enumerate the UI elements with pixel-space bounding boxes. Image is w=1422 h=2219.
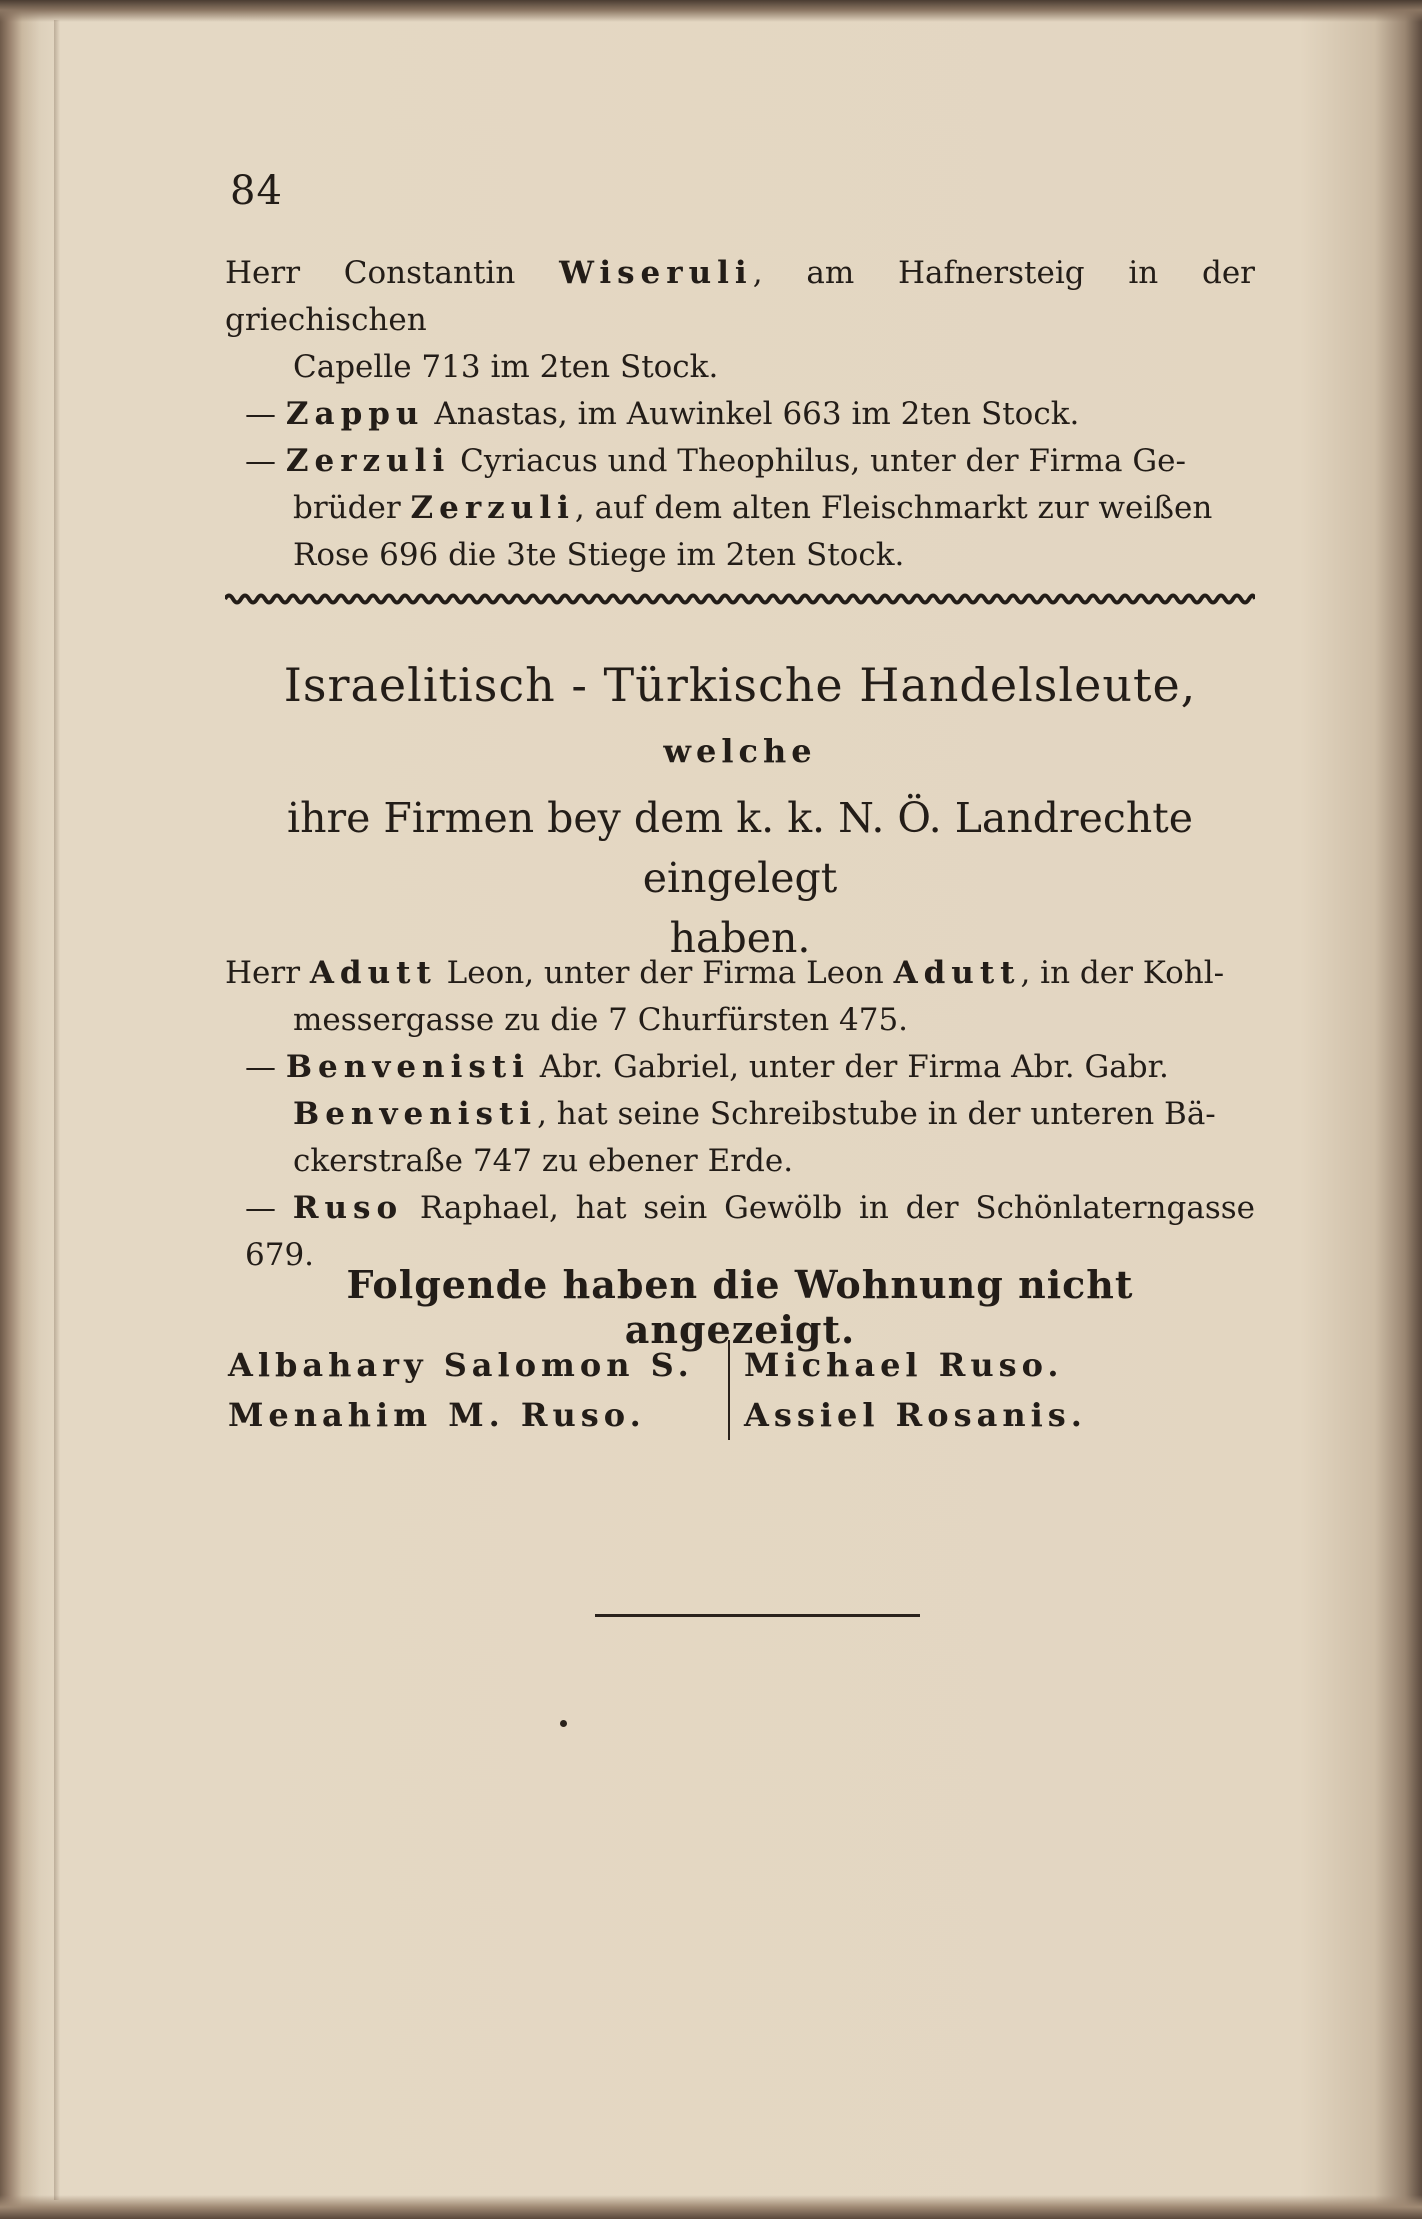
surname: Zerzuli — [410, 490, 575, 526]
address-text: Cyriacus und Theophilus, unter der Firma Ge- — [450, 443, 1186, 479]
entry-line: Capelle 713 im 2ten Stock. — [293, 349, 719, 385]
end-rule — [595, 1614, 920, 1617]
entry-benvenisti — [225, 1044, 1255, 1185]
heading-title: Israelitisch - Türkische Handelsleute, — [283, 658, 1197, 712]
honorific: Herr — [225, 255, 344, 291]
name-entry: Albahary Salomon S. — [228, 1346, 694, 1384]
entry-adutt — [225, 950, 1255, 1044]
names-column-right — [728, 1340, 1264, 1440]
binding-shadow — [54, 20, 60, 2200]
entry-zerzuli — [225, 438, 1255, 579]
entry-wiseruli — [225, 250, 1255, 391]
name-entry: Menahim M. Ruso. — [228, 1396, 646, 1434]
address-text: Anastas, im Auwinkel 663 im 2ten Stock. — [424, 396, 1080, 432]
heading-connector: welche — [663, 732, 817, 770]
entry-line — [225, 950, 1255, 997]
address-text: Abr. Gabriel, unter der Firma Abr. Gabr. — [529, 1049, 1169, 1085]
entry-line — [225, 485, 1255, 532]
address-text: brüder — [293, 490, 411, 526]
entry-line: ckerstraße 747 zu ebener Erde. — [293, 1143, 794, 1179]
address-text: Leon, unter der Firma Leon — [436, 955, 894, 991]
page-bottom-edge — [0, 2195, 1422, 2219]
ditto-dash: — — [245, 443, 286, 479]
entry-line — [225, 1044, 1255, 1091]
surname: Adutt — [893, 955, 1021, 991]
entry-line — [225, 391, 1255, 438]
surname: Adutt — [309, 955, 437, 991]
unlisted-address-heading: Folgende haben die Wohnung nicht angezeigt. — [346, 1262, 1134, 1352]
entry-line — [225, 438, 1255, 485]
surname: Ruso — [292, 1190, 404, 1226]
entry-line — [225, 250, 1255, 344]
names-column-left — [228, 1340, 718, 1440]
merchant-list-israelite — [225, 950, 1255, 1279]
given-name: Constantin — [343, 255, 560, 291]
ditto-dash: — — [245, 1190, 293, 1226]
honorific: Herr — [225, 955, 310, 991]
entry-line: Rose 696 die 3te Stiege im 2ten Stock. — [293, 537, 905, 573]
ink-spot — [560, 1720, 567, 1727]
surname: Wiseruli — [559, 255, 753, 291]
entry-line — [225, 1091, 1255, 1138]
merchant-list-greek — [225, 250, 1255, 579]
address-text: Raphael, hat sein Gewölb in der Schönlaterngasse 679. — [245, 1190, 1255, 1273]
address-text: , in der Kohl- — [1020, 955, 1225, 991]
heading-subtitle-line: ihre Firmen bey dem k. k. N. Ö. Landrechte eingelegt — [287, 794, 1193, 902]
page-number: 84 — [230, 168, 283, 214]
ditto-dash: — — [245, 396, 286, 432]
ornamental-divider — [225, 590, 1255, 608]
heading-subtitle-line: haben. — [669, 914, 811, 962]
entry-zappu — [225, 391, 1255, 438]
surname: Benvenisti — [285, 1049, 530, 1085]
page-top-edge — [0, 0, 1422, 22]
name-entry: Michael Ruso. — [744, 1346, 1064, 1384]
surname: Benvenisti — [293, 1096, 538, 1132]
ditto-dash: — — [245, 1049, 286, 1085]
surname: Zappu — [285, 396, 425, 432]
address-text: , am Hafnersteig in der griechischen — [225, 255, 1255, 338]
section-heading — [225, 650, 1255, 968]
address-text: , hat seine Schreibstube in der unteren Bä- — [537, 1096, 1216, 1132]
name-entry: Assiel Rosanis. — [744, 1396, 1087, 1434]
surname: Zerzuli — [285, 443, 451, 479]
address-text: , auf dem alten Fleischmarkt zur weißen — [574, 490, 1213, 526]
entry-line: messergasse zu die 7 Churfürsten 475. — [293, 1002, 909, 1038]
